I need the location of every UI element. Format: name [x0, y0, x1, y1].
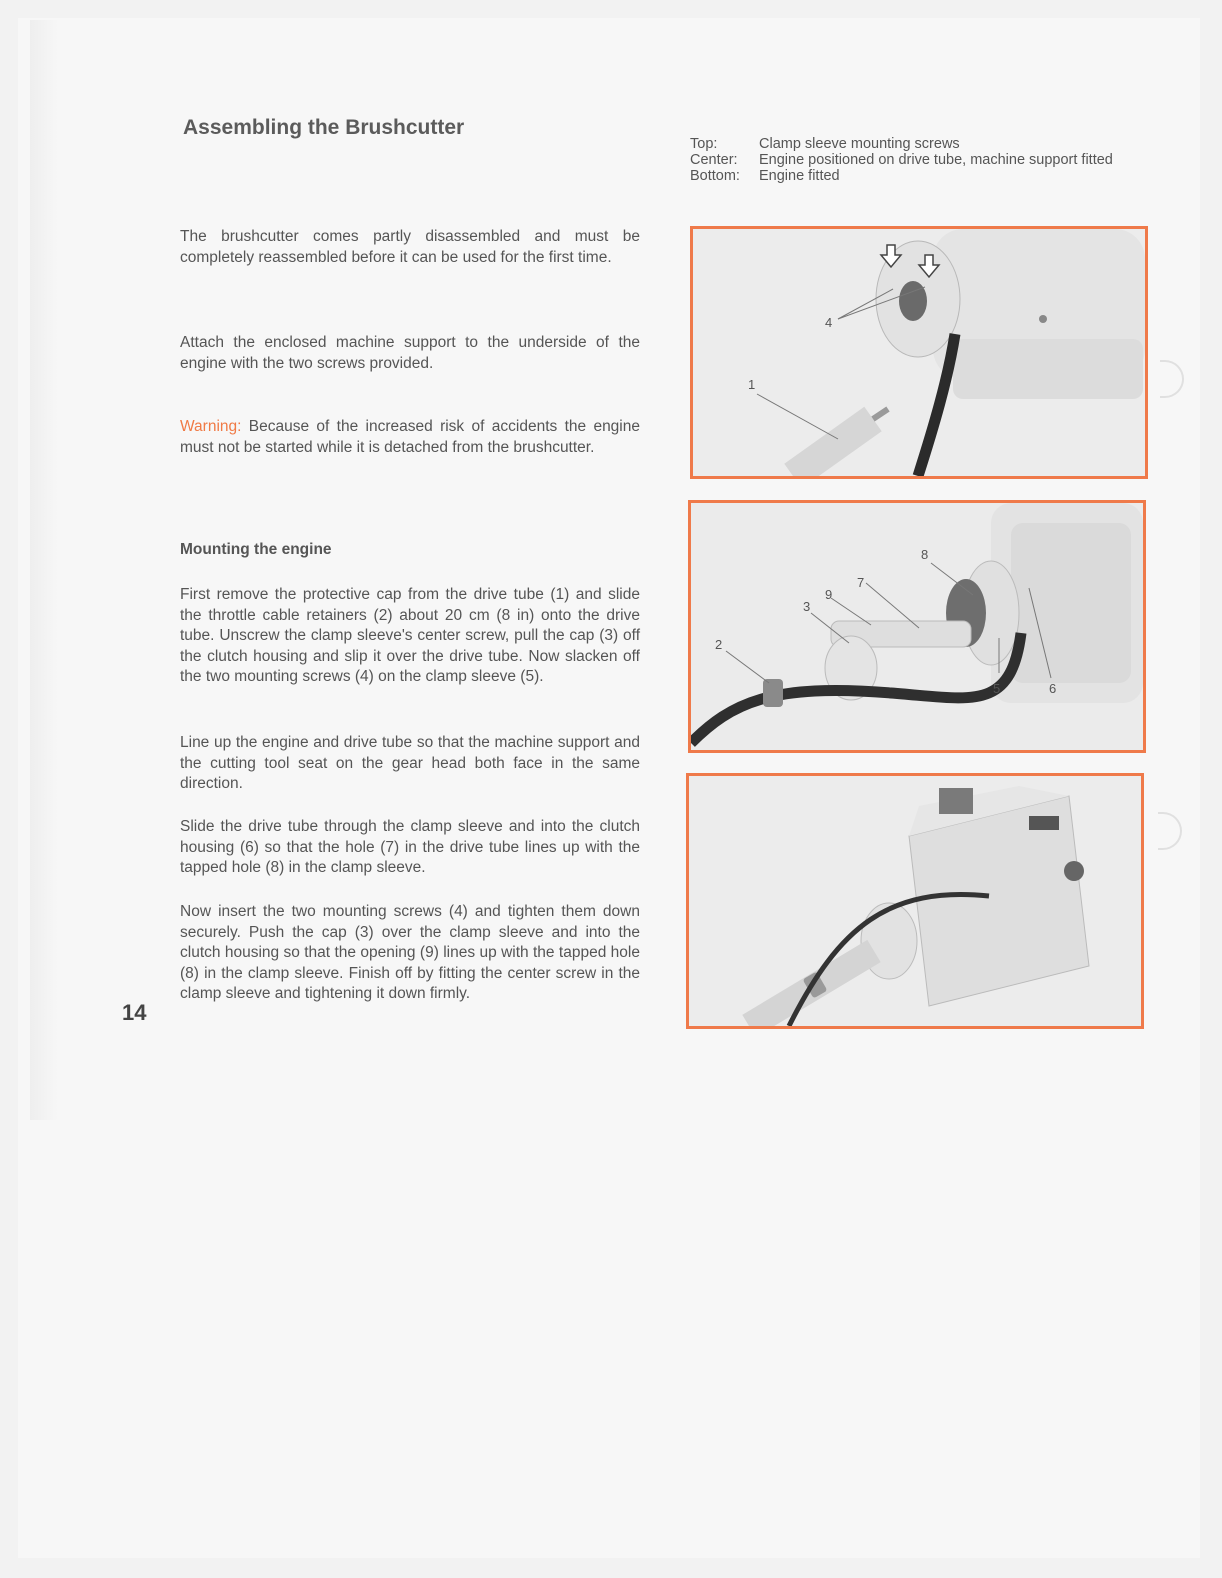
- page-number: 14: [122, 1000, 147, 1025]
- callout-1: 1: [748, 377, 756, 392]
- callout-6: 6: [1049, 681, 1057, 696]
- caption-value: Clamp sleeve mounting screws: [759, 136, 960, 152]
- photo-top-illustration: [693, 229, 1145, 476]
- caption-key: Center:: [690, 152, 738, 168]
- intro-paragraph-2: Attach the enclosed machine support to the underside of the engine with the two screws provided.: [180, 334, 640, 372]
- warning-paragraph: [180, 417, 640, 458]
- photo-center-illustration: [691, 503, 1143, 750]
- warning-text: Because of the increased risk of accidents the engine must not be started while it is detached from the brushcutter.: [180, 418, 640, 456]
- callout-9: 9: [825, 587, 833, 602]
- photo-bottom: [686, 773, 1144, 1029]
- photo-bottom-illustration: [689, 776, 1141, 1026]
- section-heading-mounting: Mounting the engine: [180, 541, 332, 558]
- binding-gutter: [30, 20, 58, 1120]
- mounting-paragraph-2: Line up the engine and drive tube so that the machine support and the cutting tool seat on the gear head both face in the same direction.: [180, 734, 640, 792]
- caption-value: Engine fitted: [759, 168, 840, 184]
- mounting-paragraph-1: First remove the protective cap from the drive tube (1) and slide the throttle cable retainers (2) about 20 cm (8 in) onto the drive tube. Unscrew the clamp sleeve's center screw, pull the cap (3) off the clutch housing and slip it over the drive tube. Now slacken off the two mounting screws (4) on the clamp sleeve (5).: [180, 586, 640, 685]
- callout-8: 8: [921, 547, 929, 562]
- callout-2: 2: [715, 637, 723, 652]
- caption-top: [690, 136, 1140, 152]
- warning-label: Warning:: [180, 418, 242, 435]
- caption-bottom: [690, 168, 1140, 184]
- caption-key: Bottom:: [690, 168, 740, 184]
- callout-7: 7: [857, 575, 865, 590]
- photo-top: [690, 226, 1148, 479]
- caption-key: Top:: [690, 136, 718, 152]
- page-title: Assembling the Brushcutter: [183, 116, 465, 139]
- photo-center: [688, 500, 1146, 753]
- mounting-paragraph-3: Slide the drive tube through the clamp sleeve and into the clutch housing (6) so that the hole (7) in the drive tube lines up with the tapped hole (8) in the clamp sleeve.: [180, 818, 640, 876]
- mounting-paragraph-4: Now insert the two mounting screws (4) and tighten them down securely. Push the cap (3) over the clamp sleeve and into the clutch housing so that the opening (9) lines up with the tapped hole (8) in the clamp sleeve. Finish off by fitting the center screw in the clamp sleeve and tightening it down firmly.: [180, 903, 640, 1002]
- photo-captions: [690, 136, 1140, 184]
- callout-5: 5: [993, 681, 1001, 696]
- callout-3: 3: [803, 599, 811, 614]
- caption-value: Engine positioned on drive tube, machine support fitted: [759, 152, 1113, 168]
- caption-center: [690, 152, 1140, 168]
- callout-4: 4: [825, 315, 833, 330]
- intro-paragraph-1: The brushcutter comes partly disassembled and must be completely reassembled before it can be used for the first time.: [180, 228, 640, 266]
